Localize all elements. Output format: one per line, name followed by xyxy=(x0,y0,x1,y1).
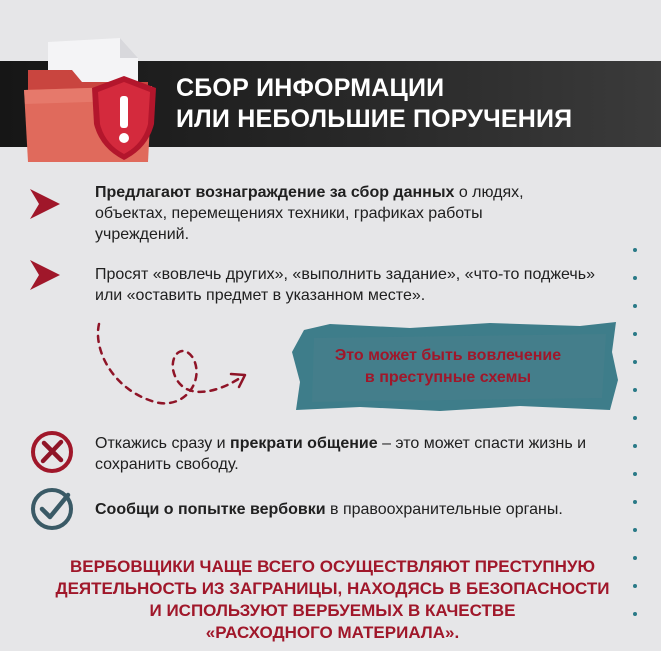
folder-warning-shield-icon xyxy=(20,20,165,170)
dot xyxy=(633,416,637,420)
list-item xyxy=(95,499,625,520)
item-text: Просят «вовлечь других», «выполнить задание», «что-то поджечь» или «оставить предмет в указанном месте». xyxy=(95,266,595,304)
dashed-arrow-icon xyxy=(85,320,255,410)
item-bold: Предлагают вознаграждение за сбор данных xyxy=(95,184,455,201)
list-item xyxy=(95,182,575,245)
dot xyxy=(633,472,637,476)
dot xyxy=(633,276,637,280)
dot xyxy=(633,332,637,336)
dot xyxy=(633,248,637,252)
dot xyxy=(633,612,637,616)
advice-post: в правоохранительные органы. xyxy=(325,501,563,518)
check-circle-icon xyxy=(30,487,74,531)
dot xyxy=(633,528,637,532)
dot xyxy=(633,304,637,308)
advice-post: – это может спасти жизнь и сохранить свободу. xyxy=(95,435,587,473)
cross-circle-icon xyxy=(30,430,74,474)
dot xyxy=(633,500,637,504)
dot xyxy=(633,444,637,448)
list-item xyxy=(95,264,595,306)
item-text: о людях, объектах, перемещениях техники, графиках работы учреждений. xyxy=(95,184,524,243)
list-item xyxy=(95,433,605,475)
dot xyxy=(633,388,637,392)
advice-bold: Сообщи о попытке вербовки xyxy=(95,501,326,518)
page-title: СБОР ИНФОРМАЦИИ ИЛИ НЕБОЛЬШИЕ ПОРУЧЕНИЯ xyxy=(176,74,573,133)
chevron-right-icon xyxy=(28,187,62,221)
callout-text: Это может быть вовлечение в преступные схемы xyxy=(334,347,562,386)
advice-bold: прекрати общение xyxy=(230,435,378,452)
dot xyxy=(633,584,637,588)
dot xyxy=(633,360,637,364)
decorative-dots xyxy=(633,240,641,640)
chevron-right-icon xyxy=(28,258,62,292)
footer-warning: ВЕРБОВЩИКИ ЧАЩЕ ВСЕГО ОСУЩЕСТВЛЯЮТ ПРЕСТУПНУЮ ДЕЯТЕЛЬНОСТЬ ИЗ ЗАГРАНИЦЫ, НАХОДЯСЬ В БЕЗОПАСНОСТИ И ИСПОЛЬЗУЮТ ВЕРБУЕМЫХ В КАЧЕСТВЕ «РАСХОДНОГО МАТЕРИАЛА». xyxy=(55,557,610,642)
advice-pre: Откажись сразу и xyxy=(95,435,231,452)
dot xyxy=(633,556,637,560)
